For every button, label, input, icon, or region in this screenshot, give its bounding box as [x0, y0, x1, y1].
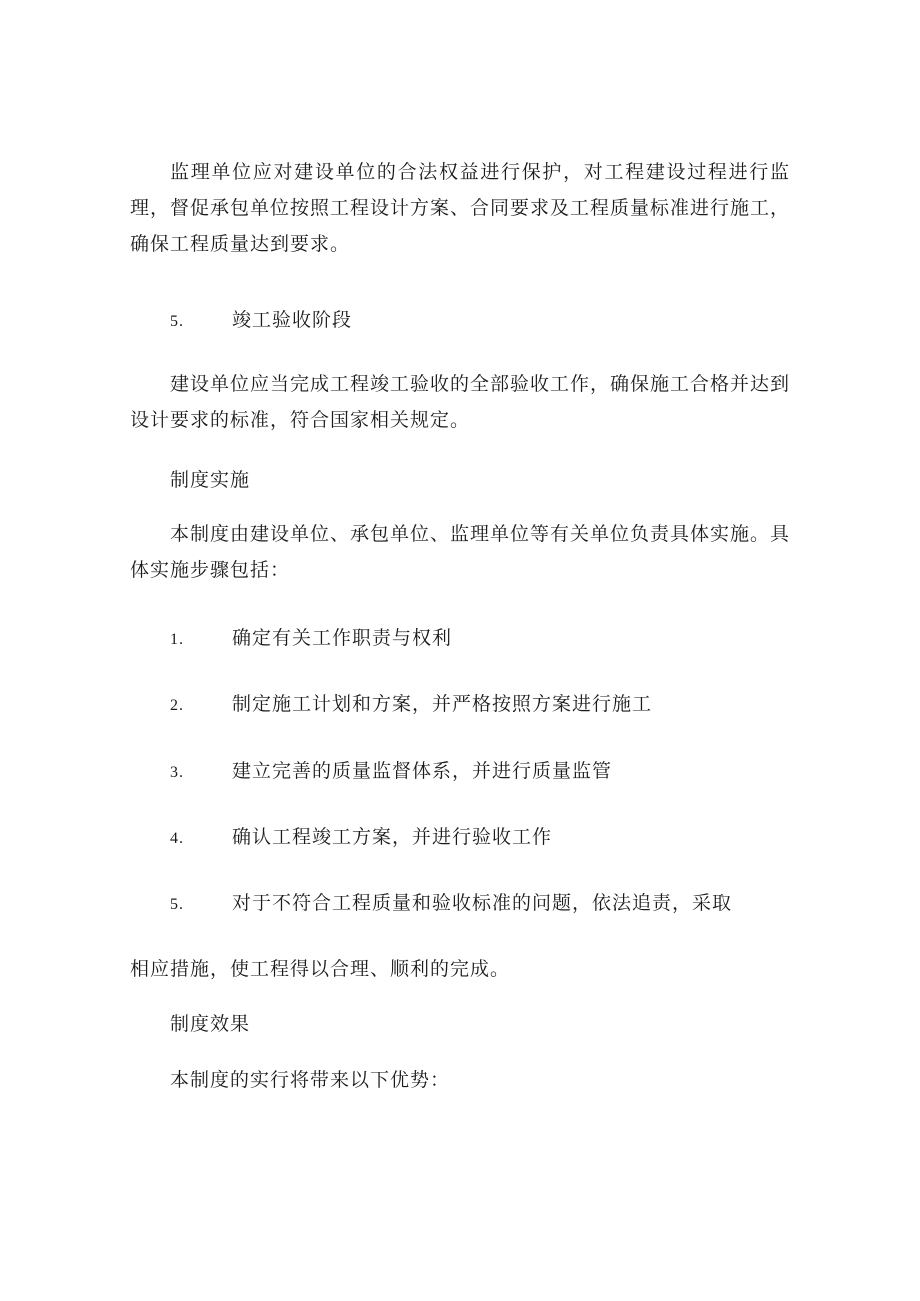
list-text: 制定施工计划和方案，并严格按照方案进行施工: [232, 693, 653, 715]
stage-5-heading: [170, 302, 352, 338]
list-number: 5.: [170, 896, 184, 913]
list-item: [170, 753, 612, 789]
list-number: 4.: [170, 830, 184, 847]
list-number: 3.: [170, 764, 184, 781]
paragraph-supervision: 监理单位应对建设单位的合法权益进行保护，对工程建设过程进行监理，督促承包单位按照工程设计方案、合同要求及工程质量标准进行施工，确保工程质量达到要求。: [130, 161, 791, 255]
list-item: [170, 620, 452, 656]
stage-5-title: 竣工验收阶段: [232, 309, 353, 331]
paragraph-implementation: 本制度由建设单位、承包单位、监理单位等有关单位负责具体实施。具体实施步骤包括：: [130, 523, 791, 581]
heading-implementation: 制度实施: [170, 469, 251, 491]
paragraph-acceptance: 建设单位应当完成工程竣工验收的全部验收工作，确保施工合格并达到设计要求的标准，符合国家相关规定。: [130, 373, 791, 431]
list-number: 1.: [170, 631, 184, 648]
list-text: 确定有关工作职责与权利: [232, 627, 453, 649]
list-text: 确认工程竣工方案，并进行验收工作: [232, 826, 553, 848]
heading-effect: 制度效果: [170, 1013, 251, 1035]
list-item: [170, 686, 652, 722]
list-text: 建立完善的质量监督体系，并进行质量监管: [232, 760, 613, 782]
list-item: [170, 885, 732, 921]
list-number: 2.: [170, 697, 184, 714]
paragraph-effect: 本制度的实行将带来以下优势：: [170, 1069, 451, 1091]
stage-5-number: 5.: [170, 313, 184, 330]
list-item: [170, 819, 552, 855]
list-item-continuation: 相应措施，使工程得以合理、顺利的完成。: [130, 958, 511, 980]
list-text: 对于不符合工程质量和验收标准的问题，依法追责，采取: [232, 892, 733, 914]
